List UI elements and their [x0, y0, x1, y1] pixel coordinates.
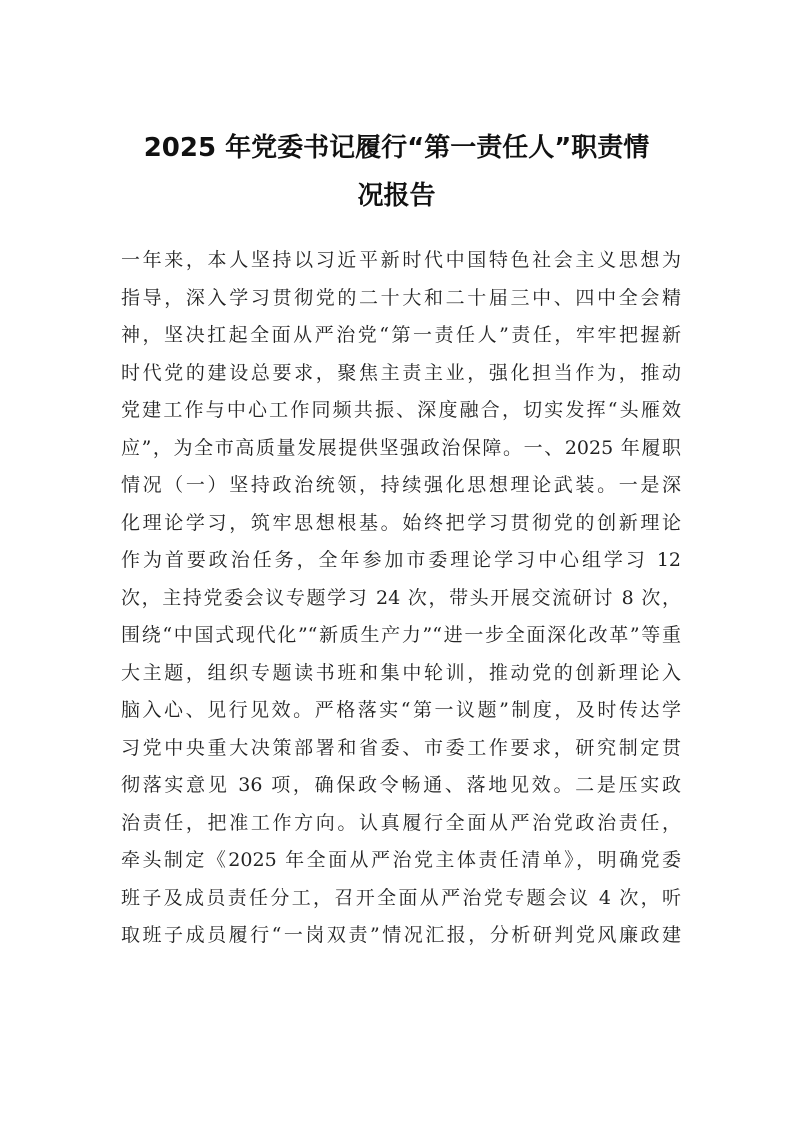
document-title-line-2: 况报告	[357, 181, 436, 211]
body-line: 神，坚决扛起全面从严治党“第一责任人”责任，牢牢把握新	[121, 324, 681, 346]
body-line: 情况（一）坚持政治统领，持续强化思想理论武装。一是深	[121, 474, 681, 496]
body-line: 围绕“中国式现代化”“新质生产力”“进一步全面深化改革”等重	[121, 624, 681, 646]
body-line: 大主题，组织专题读书班和集中轮训，推动党的创新理论入	[121, 661, 681, 684]
body-line: 党建工作与中心工作同频共振、深度融合，切实发挥“头雁效	[121, 399, 681, 421]
body-line: 脑入心、见行见效。严格落实“第一议题”制度，及时传达学	[121, 699, 681, 721]
body-line: 习党中央重大决策部署和省委、市委工作要求，研究制定贯	[121, 736, 681, 759]
body-line: 牵头制定《2025 年全面从严治党主体责任清单》，明确党委	[121, 849, 681, 871]
body-line: 次，主持党委会议专题学习 24 次，带头开展交流研讨 8 次，	[121, 586, 681, 609]
body-line: 作为首要政治任务，全年参加市委理论学习中心组学习 12	[121, 549, 681, 571]
body-line: 取班子成员履行“一岗双责”情况汇报，分析研判党风廉政建	[121, 924, 681, 946]
body-line: 一年来，本人坚持以习近平新时代中国特色社会主义思想为	[121, 249, 681, 271]
body-line: 班子及成员责任分工，召开全面从严治党专题会议 4 次，听	[121, 886, 681, 909]
body-line: 化理论学习，筑牢思想根基。始终把学习贯彻党的创新理论	[121, 511, 681, 534]
document-title-line-1: 2025 年党委书记履行“第一责任人”职责情	[143, 133, 650, 163]
body-line: 彻落实意见 36 项，确保政令畅通、落地见效。二是压实政	[121, 774, 681, 796]
document-body	[121, 242, 681, 955]
body-line: 指导，深入学习贯彻党的二十大和二十届三中、四中全会精	[121, 286, 681, 309]
body-line: 治责任，把准工作方向。认真履行全面从严治党政治责任，	[121, 811, 681, 834]
body-line: 时代党的建设总要求，聚焦主责主业，强化担当作为，推动	[121, 361, 681, 384]
body-line: 应”，为全市高质量发展提供坚强政治保障。一、2025 年履职	[121, 436, 681, 459]
